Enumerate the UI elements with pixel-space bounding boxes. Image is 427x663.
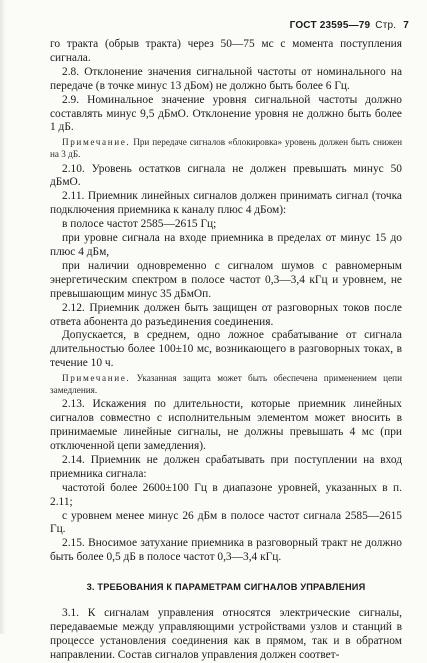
- paragraph-2-9: 2.9. Номинальное значение уровня сигнальной частоты должно составлять минус 9,5 дБмО. Отклонение уровня не должно быть более 1 дБ.: [50, 93, 402, 134]
- paragraph-2-11: 2.11. Приемник линейных сигналов должен принимать сигнал (точка подключения приемника к каналу плюс 4 дБом):: [50, 190, 402, 217]
- note-text: При передаче сигналов «блокировка» уровень должен быть снижен на 3 дБ.: [50, 137, 402, 159]
- paragraph-2-11-level: при уровне сигнала на входе приемника в пределах от минус 15 до плюс 4 дБм,: [50, 232, 402, 258]
- paragraph-3-1: 3.1. К сигналам управления относятся электрические сигналы, передаваемые между управляющими устройствами узлов и станций в процессе установления соединения как в прямом, так и в обратном направлении. Состав сигналов управления должен соответ-: [50, 607, 402, 661]
- paragraph-2-12: 2.12. Приемник должен быть защищен от разговорных токов после ответа абонента до разъединения соединения.: [50, 301, 402, 328]
- paragraph-2-14-level: с уровнем менее минус 26 дБм в полосе частот сигнала 2585—2615 Гц.: [50, 509, 402, 536]
- paragraph-2-14-frequency: частотой более 2600±100 Гц в диапазоне уровней, указанных в п. 2.11;: [50, 481, 402, 508]
- document-body: [50, 38, 402, 663]
- paragraph-2-8: 2.8. Отклонение значения сигнальной частоты от номинального на передаче (в точке минус 13 дБом) не должно быть более 6 Гц.: [50, 65, 402, 92]
- paragraph-2-11-noise: при наличии одновременно с сигналом шумов с равномерным энергетическим спектром в полосе частот 0,3—3,4 кГц и уровнем, не превышающим минус 35 дБмОп.: [50, 259, 402, 300]
- page-fold-shadow: [0, 0, 6, 634]
- paragraph-2-15: 2.15. Вносимое затухание приемника в разговорный тракт не должно быть более 0,5 дБ в полосе частот 0,3—3,4 кГц.: [50, 537, 402, 564]
- paragraph-2-10: 2.10. Уровень остатков сигнала не должен превышать минус 50 дБмО.: [50, 162, 402, 189]
- section-title: 3. ТРЕБОВАНИЯ К ПАРАМЕТРАМ СИГНАЛОВ УПРАВЛЕНИЯ: [86, 582, 366, 593]
- note-label: Примечание.: [62, 373, 131, 384]
- page-header: [290, 20, 409, 31]
- paragraph-2-11-band: в полосе частот 2585—2615 Гц;: [62, 218, 217, 231]
- note-2: [50, 373, 402, 396]
- paragraph-2-14: 2.14. Приемник не должен срабатывать при поступлении на вход приемника сигнала:: [50, 453, 402, 480]
- paragraph-continuation: го тракта (обрыв тракта) через 50—75 мс с момента поступления сигнала.: [50, 38, 402, 64]
- paragraph-2-13: 2.13. Искажения по длительности, которые приемник линейных сигналов совместно с исполнительным элементом может вносить в принимаемые линейные сигналы, не должны превышать 4 мс (при отключенной цепи замедления).: [50, 398, 402, 453]
- note-1: [50, 137, 402, 160]
- page-label: Стр.: [375, 20, 397, 31]
- paragraph-2-12-allowance: Допускается, в среднем, одно ложное срабатывание от сигнала длительностью более 100±10 мс, возникающего в разговорных токах, в течение 10 ч.: [50, 329, 402, 370]
- standard-number: ГОСТ 23595—79: [289, 20, 371, 31]
- page-number: 7: [403, 20, 409, 31]
- note-text: Указанная защита может быть обеспечена применением цепи замедления.: [50, 373, 402, 395]
- note-label: Примечание.: [62, 137, 131, 148]
